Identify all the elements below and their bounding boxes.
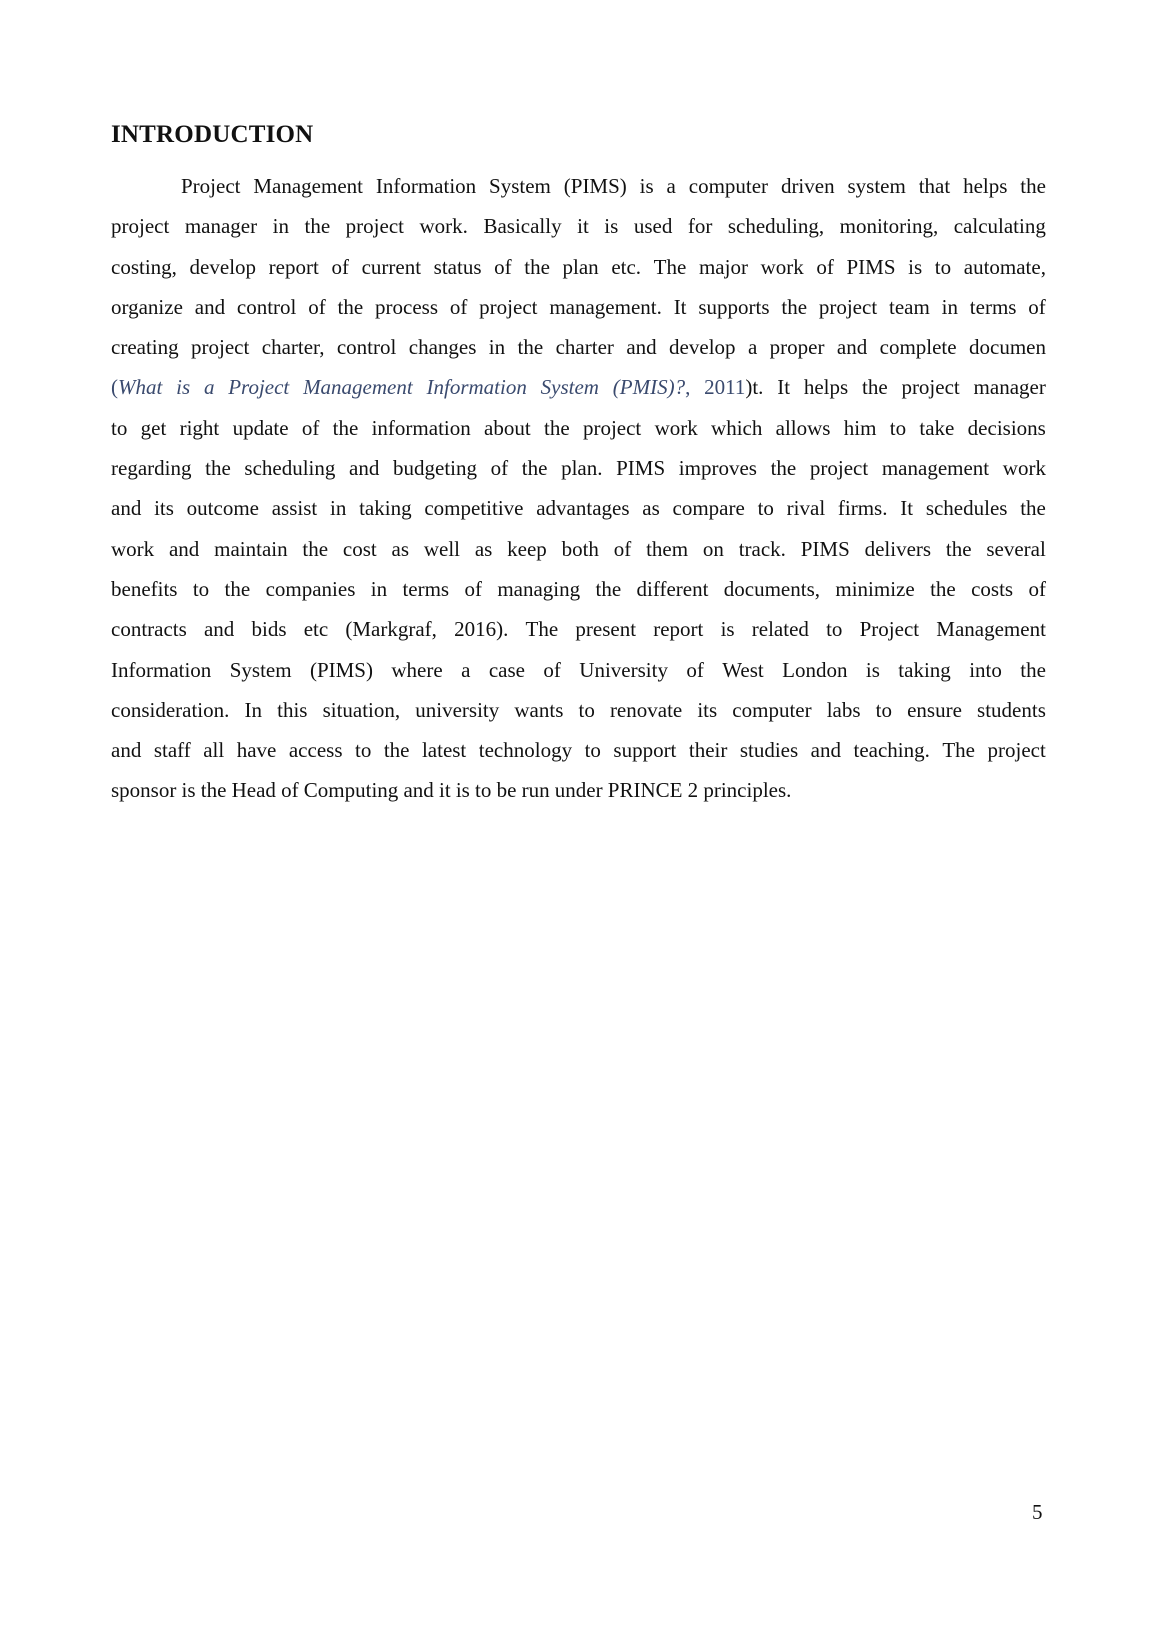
word: West xyxy=(722,657,764,682)
word: schedules xyxy=(925,496,1008,521)
paragraph-line xyxy=(111,488,1046,528)
word: that xyxy=(918,174,951,198)
word: of xyxy=(1028,294,1046,319)
word: taking xyxy=(898,657,951,682)
word: where xyxy=(391,657,443,682)
paragraph-line xyxy=(111,690,1046,730)
word: project xyxy=(582,415,642,440)
word: is xyxy=(181,778,196,803)
word: regarding xyxy=(111,456,192,481)
word: be xyxy=(496,778,517,803)
word: terms xyxy=(402,576,450,601)
word: PIMS xyxy=(800,536,850,561)
word: of xyxy=(308,294,326,319)
word: this xyxy=(277,697,308,722)
word: etc. xyxy=(611,254,642,279)
word: track. xyxy=(738,536,786,561)
word: process xyxy=(375,294,439,319)
word: is xyxy=(604,214,619,239)
word: scheduling xyxy=(244,456,336,481)
section-heading: INTRODUCTION xyxy=(111,121,314,148)
word: which xyxy=(711,415,763,440)
word: a xyxy=(666,174,676,198)
word: PIMS xyxy=(846,254,896,279)
word: Information xyxy=(375,174,477,198)
word: the xyxy=(781,294,808,319)
word: consideration. xyxy=(111,697,230,722)
word: principles. xyxy=(703,778,792,803)
word: team xyxy=(888,294,930,319)
word: In xyxy=(244,697,262,722)
introduction-paragraph xyxy=(111,166,1046,811)
word: costing, xyxy=(111,254,177,279)
word: and xyxy=(810,738,841,763)
word: PRINCE xyxy=(607,778,683,803)
word: latest xyxy=(421,738,467,763)
word: is xyxy=(908,254,923,279)
word: different xyxy=(636,576,709,601)
word: to xyxy=(934,254,952,279)
word: advantages xyxy=(536,496,630,521)
word: case xyxy=(488,657,525,682)
word: develop xyxy=(669,335,736,360)
word: companies xyxy=(265,576,356,601)
word: project xyxy=(901,375,960,400)
word: decisions xyxy=(967,415,1046,440)
citation-title-word: System xyxy=(540,375,599,400)
word: information xyxy=(371,415,471,440)
word: all xyxy=(203,738,225,763)
word: Project xyxy=(181,174,241,198)
word: labs xyxy=(826,697,861,722)
word: Head xyxy=(231,778,276,803)
word: and xyxy=(168,536,200,561)
word: Management xyxy=(253,174,363,198)
word: to xyxy=(578,697,595,722)
word: university xyxy=(415,697,500,722)
paragraph-line-last xyxy=(111,770,1046,810)
word: management. xyxy=(549,294,662,319)
word: used xyxy=(633,214,673,239)
word: 2016). xyxy=(454,617,509,642)
word: project xyxy=(818,294,878,319)
word: the xyxy=(945,536,972,561)
word: of xyxy=(331,254,349,279)
word: as xyxy=(642,496,660,521)
word: Basically xyxy=(483,214,562,239)
word: (Markgraf, xyxy=(345,617,437,642)
word: work xyxy=(111,536,155,561)
word: The xyxy=(525,617,559,642)
word: scheduling, xyxy=(727,214,825,239)
word: the xyxy=(524,254,550,279)
word: and xyxy=(194,294,226,319)
word: improves xyxy=(678,456,757,481)
word: wants xyxy=(514,697,564,722)
word: in xyxy=(370,576,388,601)
paragraph-line xyxy=(111,206,1046,246)
word: manager xyxy=(184,214,258,239)
word: proper xyxy=(769,335,825,360)
word: the xyxy=(304,214,331,239)
word: the xyxy=(1020,657,1046,682)
word: work xyxy=(654,415,698,440)
word: helps xyxy=(803,375,849,400)
word: situation, xyxy=(322,697,401,722)
word: and xyxy=(203,617,235,642)
word: work. xyxy=(419,214,468,239)
word: project xyxy=(111,214,170,239)
citation-title-word: Management xyxy=(303,375,413,400)
word: and xyxy=(349,456,380,481)
word: a xyxy=(747,335,758,360)
word: documen xyxy=(969,335,1046,360)
word: on xyxy=(702,536,724,561)
word: System xyxy=(229,657,292,682)
word: the xyxy=(200,778,227,803)
word: the xyxy=(1020,496,1046,521)
word: the xyxy=(302,536,329,561)
word: the xyxy=(861,375,888,400)
word: under xyxy=(554,778,603,803)
word: take xyxy=(919,415,955,440)
word: taking xyxy=(359,496,412,521)
paragraph-line xyxy=(111,327,1046,367)
word: report xyxy=(268,254,319,279)
word: The xyxy=(942,738,976,763)
word: Project xyxy=(859,617,920,642)
word: support xyxy=(613,738,677,763)
word: The xyxy=(653,254,687,279)
word: it xyxy=(577,214,589,239)
citation-title-word: a xyxy=(203,375,215,400)
word: project xyxy=(809,456,869,481)
word: in xyxy=(488,335,506,360)
word: is xyxy=(639,174,654,198)
word: well xyxy=(423,536,460,561)
paragraph-line xyxy=(111,448,1046,488)
word: compare xyxy=(672,496,745,521)
page-number: 5 xyxy=(1032,1500,1043,1524)
word: calculating xyxy=(953,214,1046,239)
word: etc xyxy=(303,617,329,642)
word: and xyxy=(626,335,657,360)
word: of xyxy=(686,657,704,682)
word: related xyxy=(751,617,809,642)
word: for xyxy=(687,214,713,239)
word: outcome xyxy=(186,496,259,521)
word: managing xyxy=(497,576,581,601)
word: benefits xyxy=(111,576,178,601)
word: System xyxy=(489,174,551,198)
word: London xyxy=(782,657,848,682)
word: of xyxy=(543,657,561,682)
word: of xyxy=(816,254,834,279)
word: management xyxy=(881,456,990,481)
word: project xyxy=(987,738,1046,763)
word: the xyxy=(930,576,956,601)
word: system xyxy=(847,174,906,198)
word: staff xyxy=(153,738,191,763)
citation-open: (What xyxy=(111,375,163,400)
word: Computing xyxy=(303,778,399,803)
word: (PIMS) xyxy=(309,657,373,682)
word: the xyxy=(521,456,548,481)
word: about xyxy=(484,415,531,440)
word: of xyxy=(449,294,468,319)
paragraph-line xyxy=(111,529,1046,569)
word: it xyxy=(438,778,451,803)
word: teaching. xyxy=(853,738,930,763)
word: of xyxy=(281,778,299,803)
paragraph-line xyxy=(111,730,1046,770)
word: the xyxy=(383,738,410,763)
word: of xyxy=(494,254,512,279)
word: right xyxy=(179,415,220,440)
word: of xyxy=(301,415,320,440)
word: the xyxy=(544,415,570,440)
word: assist xyxy=(271,496,318,521)
word: to xyxy=(111,415,128,440)
citation-title-word: Project xyxy=(228,375,290,400)
word: have xyxy=(236,738,277,763)
word: sponsor xyxy=(111,778,177,803)
word: of xyxy=(1028,576,1046,601)
word: the xyxy=(1020,174,1046,198)
word: the xyxy=(595,576,622,601)
word: bids xyxy=(251,617,287,642)
word: supports xyxy=(698,294,770,319)
word: the xyxy=(224,576,251,601)
word: to xyxy=(875,697,892,722)
word: It xyxy=(900,496,914,521)
word: renovate xyxy=(609,697,683,722)
word: and xyxy=(836,335,868,360)
word: into xyxy=(969,657,1002,682)
word: computer xyxy=(688,174,769,198)
word: Management xyxy=(936,617,1046,642)
word: is xyxy=(455,778,470,803)
word: present xyxy=(575,617,637,642)
word: and xyxy=(111,496,142,521)
word: in xyxy=(330,496,347,521)
paragraph-line xyxy=(111,569,1046,609)
paragraph-line xyxy=(111,247,1046,287)
citation-title-end: (PMIS)?, xyxy=(612,375,691,400)
word: as xyxy=(474,536,493,561)
word: them xyxy=(646,536,689,561)
word: maintain xyxy=(214,536,288,561)
word: It xyxy=(777,375,791,400)
word: firms. xyxy=(837,496,888,521)
word: ensure xyxy=(907,697,962,722)
word: to xyxy=(826,617,843,642)
word: It xyxy=(673,294,687,319)
word: update xyxy=(232,415,289,440)
word: both xyxy=(561,536,599,561)
word: report xyxy=(653,617,704,642)
word: students xyxy=(977,697,1046,722)
word: control xyxy=(236,294,297,319)
word: him xyxy=(843,415,877,440)
word: cost xyxy=(342,536,377,561)
word: and xyxy=(111,738,142,763)
word: its xyxy=(697,697,718,722)
word: control xyxy=(336,335,397,360)
word: (PIMS) xyxy=(563,174,627,198)
word: plan. xyxy=(561,456,603,481)
word: access xyxy=(288,738,343,763)
word: is xyxy=(720,617,735,642)
word: charter, xyxy=(261,335,325,360)
word: work xyxy=(760,254,804,279)
word: and xyxy=(403,778,434,803)
word: get xyxy=(140,415,167,440)
word: costs xyxy=(971,576,1014,601)
word: in xyxy=(941,294,958,319)
word: to xyxy=(192,576,210,601)
word: the xyxy=(337,294,364,319)
word: rival xyxy=(786,496,826,521)
word: their xyxy=(688,738,728,763)
word: status xyxy=(433,254,482,279)
word: driven xyxy=(780,174,835,198)
word: the xyxy=(332,415,359,440)
word: to xyxy=(354,738,372,763)
word: current xyxy=(361,254,422,279)
paragraph-line xyxy=(111,650,1046,690)
citation-title-word: Information xyxy=(426,375,527,400)
paragraph-line xyxy=(111,408,1046,448)
word: project xyxy=(479,294,538,319)
word: computer xyxy=(732,697,812,722)
word: plan xyxy=(562,254,599,279)
word: in xyxy=(272,214,289,239)
word: contracts xyxy=(111,617,187,642)
word: helps xyxy=(963,174,1008,198)
word: budgeting xyxy=(393,456,477,481)
paragraph-line xyxy=(111,609,1046,649)
word: creating xyxy=(111,335,179,360)
word: 2 xyxy=(687,778,699,803)
word: Information xyxy=(111,657,212,682)
word: terms xyxy=(969,294,1017,319)
word: competitive xyxy=(424,496,524,521)
word: of xyxy=(613,536,632,561)
word: to xyxy=(475,778,492,803)
word: minimize xyxy=(835,576,915,601)
word: to xyxy=(757,496,774,521)
word: project xyxy=(345,214,404,239)
word: project xyxy=(191,335,250,360)
word: the xyxy=(517,335,544,360)
word: several xyxy=(986,536,1046,561)
word: of xyxy=(464,576,482,601)
word: documents, xyxy=(723,576,821,601)
word: studies xyxy=(739,738,799,763)
word: the xyxy=(770,456,797,481)
word: as xyxy=(391,536,410,561)
word: charter xyxy=(555,335,614,360)
word: its xyxy=(154,496,174,521)
word: to xyxy=(889,415,907,440)
word: manager xyxy=(973,375,1046,400)
paragraph-line-citation xyxy=(111,367,1046,407)
word: develop xyxy=(189,254,257,279)
word: keep xyxy=(507,536,547,561)
citation-title-word: is xyxy=(176,375,191,400)
word: a xyxy=(461,657,471,682)
word: major xyxy=(698,254,748,279)
word: is xyxy=(865,657,880,682)
word: organize xyxy=(111,294,183,319)
word: monitoring, xyxy=(839,214,939,239)
word: delivers xyxy=(864,536,932,561)
word: automate, xyxy=(963,254,1046,279)
paragraph-line xyxy=(111,166,1046,206)
paragraph-line xyxy=(111,287,1046,327)
word: of xyxy=(490,456,509,481)
word: changes xyxy=(408,335,477,360)
word: PIMS xyxy=(616,456,666,481)
word: complete xyxy=(879,335,957,360)
citation-year: 2011)t. xyxy=(704,375,764,400)
word: to xyxy=(584,738,601,763)
word: technology xyxy=(478,738,573,763)
word: the xyxy=(205,456,231,481)
word: allows xyxy=(775,415,831,440)
word: University xyxy=(579,657,668,682)
word: work xyxy=(1002,456,1046,481)
word: run xyxy=(521,778,550,803)
